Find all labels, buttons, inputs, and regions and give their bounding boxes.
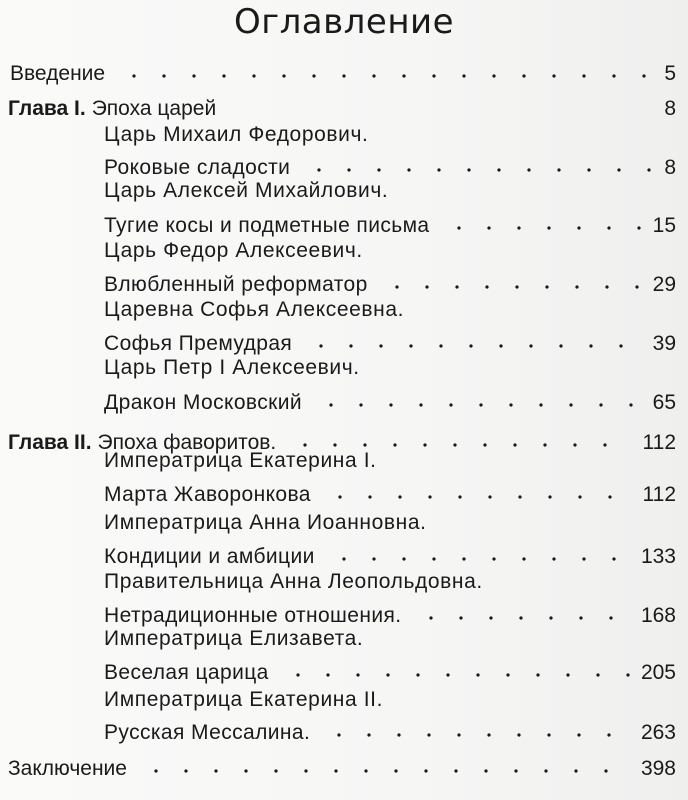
- subsection-heading: Императрица Елизавета.: [104, 627, 364, 650]
- toc-entry-subsection[interactable]: [104, 596, 676, 629]
- dot-leader: [318, 713, 631, 739]
- subsection-heading: Царь Михаил Федорович.: [104, 123, 369, 146]
- dot-leader: [438, 206, 643, 232]
- dot-leader: [300, 324, 642, 350]
- dot-leader: [298, 148, 654, 174]
- page-number: 398: [640, 757, 676, 780]
- subsection-heading: Царевна Софья Алексеевна.: [104, 298, 405, 321]
- entry-title: Роковые сладости: [104, 156, 291, 179]
- page-number: 5: [664, 62, 676, 85]
- page-number: 112: [642, 483, 676, 506]
- page-number: 15: [652, 214, 676, 237]
- entry-title: Кондиции и амбиции: [104, 545, 315, 568]
- dot-leader: [135, 749, 631, 775]
- subsection-heading: Императрица Екатерина II.: [104, 688, 384, 711]
- entry-title: Тугие косы и подметные письма: [104, 214, 430, 237]
- entry-title: Влюбленный реформатор: [104, 273, 368, 296]
- entry-title: Эпоха фаворитов.: [97, 431, 277, 454]
- dot-leader: [224, 89, 654, 115]
- dot-leader: [410, 596, 631, 622]
- page-number: 65: [652, 391, 676, 414]
- page-number: 168: [640, 604, 676, 627]
- page-number: 39: [652, 332, 676, 355]
- page-number: 133: [640, 545, 676, 568]
- dot-leader: [310, 383, 643, 409]
- entry-title: Софья Премудрая: [104, 332, 293, 355]
- dot-leader: [277, 653, 631, 679]
- subsection-heading: Царь Федор Алексеевич.: [104, 239, 363, 262]
- toc-entry-subsection[interactable]: [104, 713, 676, 746]
- entry-title: Веселая царица: [104, 661, 269, 684]
- entry-title: Эпоха царей: [91, 97, 217, 120]
- entry-title: Марта Жаворонкова: [104, 483, 311, 506]
- toc-entry-subsection[interactable]: [104, 653, 676, 686]
- toc-entry-chapter-1[interactable]: [8, 89, 676, 122]
- toc-entry-intro[interactable]: [10, 54, 676, 87]
- page-number: 29: [652, 273, 676, 296]
- dot-leader: [323, 537, 631, 563]
- toc-entry-subsection[interactable]: [104, 475, 676, 508]
- entry-title: Русская Мессалина.: [104, 721, 311, 744]
- entry-title: Заключение: [8, 757, 127, 780]
- entry-title: Дракон Московский: [104, 391, 302, 414]
- subsection-heading: Императрица Екатерина I.: [104, 449, 377, 472]
- subsection-heading: Правительница Анна Леопольдовна.: [104, 570, 483, 593]
- toc-entry-subsection[interactable]: [104, 148, 676, 181]
- dot-leader: [113, 54, 654, 80]
- page-number: 112: [642, 431, 676, 454]
- dot-leader: [319, 475, 633, 501]
- chapter-prefix: Глава II.: [8, 431, 92, 454]
- page-title: Оглавление: [233, 2, 455, 42]
- subsection-heading: Царь Алексей Михайлович.: [104, 179, 389, 202]
- toc-entry-subsection[interactable]: [104, 206, 676, 239]
- subsection-heading: Императрица Анна Иоанновна.: [104, 511, 427, 534]
- subsection-heading: Царь Петр I Алексеевич.: [104, 356, 360, 379]
- page-number: 8: [664, 156, 676, 179]
- toc-entry-subsection[interactable]: [104, 265, 676, 298]
- dot-leader: [284, 423, 632, 449]
- entry-title: Нетрадиционные отношения.: [104, 604, 402, 627]
- dot-leader: [376, 265, 643, 291]
- page-number: 263: [640, 721, 676, 744]
- chapter-prefix: Глава I.: [8, 97, 86, 120]
- toc-entry-subsection[interactable]: [104, 324, 676, 357]
- entry-title: Введение: [10, 62, 106, 85]
- toc-entry-subsection[interactable]: [104, 383, 676, 416]
- page-number: 205: [640, 661, 676, 684]
- toc-entry-conclusion[interactable]: [8, 749, 676, 782]
- toc-entry-subsection[interactable]: [104, 537, 676, 570]
- page-number: 8: [664, 97, 676, 120]
